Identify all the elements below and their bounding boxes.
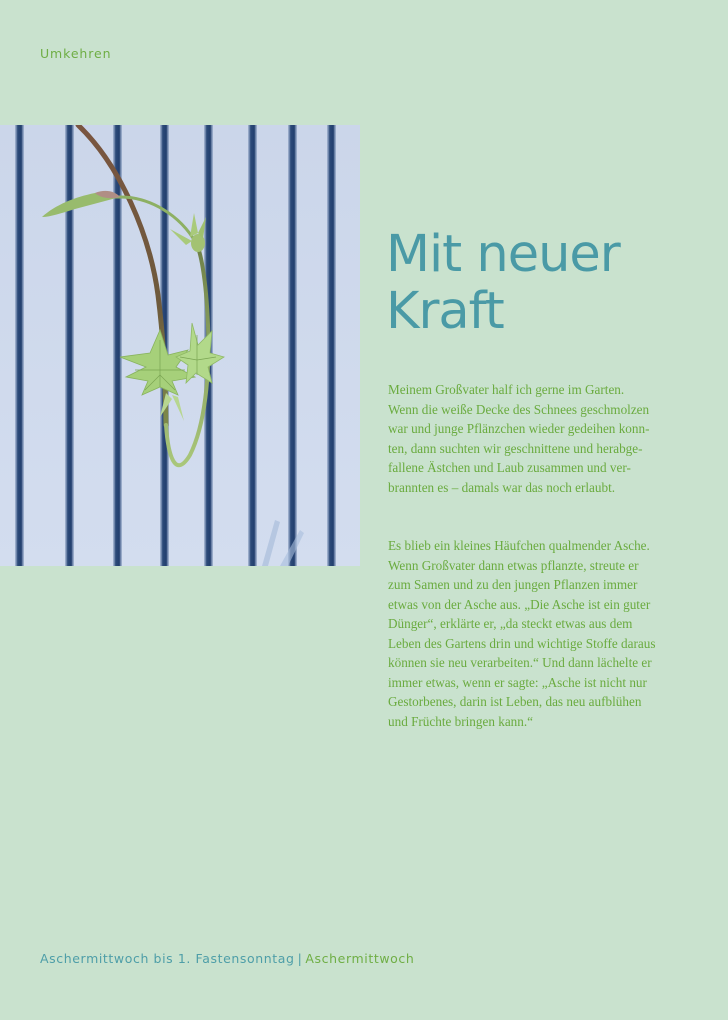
page-footer	[40, 951, 414, 966]
text-line: immer etwas, wenn er sagte: „Asche ist nicht nur	[388, 674, 647, 690]
hop-vine-illustration	[0, 125, 360, 566]
text-line: war und junge Pflänzchen wieder gedeihen konn-	[388, 421, 650, 436]
paragraph-2	[388, 536, 678, 731]
title-line-1: Mit neuer	[386, 225, 620, 284]
text-line: Gestorbenes, darin ist Leben, das neu aufblühen	[388, 694, 642, 709]
article-title	[386, 226, 620, 340]
title-line-2: Kraft	[386, 282, 504, 341]
text-line: Es blieb ein kleines Häufchen qualmender Asche.	[388, 538, 650, 553]
section-label: Umkehren	[40, 46, 112, 61]
text-line: fallene Ästchen und Laub zusammen und ver-	[388, 460, 631, 475]
text-line: Wenn die weiße Decke des Schnees geschmolzen	[388, 401, 650, 417]
text-line: und Früchte bringen kann.“	[388, 713, 534, 729]
text-line: Dünger“, erklärte er, „da steckt etwas aus dem	[388, 616, 633, 631]
text-line: können sie neu verarbeiten.“ Und dann lächelte er	[388, 655, 652, 670]
text-line: zum Samen und zu den jungen Pflanzen immer	[388, 577, 638, 592]
footer-separator: |	[297, 951, 303, 966]
paragraph-1	[388, 380, 678, 497]
text-line: ten, dann suchten wir geschnittene und herabge-	[388, 440, 643, 456]
hop-vine-photo	[0, 125, 360, 566]
text-line: etwas von der Asche aus. „Die Asche ist ein guter	[388, 596, 651, 612]
text-line: Meinem Großvater half ich gerne im Garten.	[388, 382, 625, 397]
footer-date-range: Aschermittwoch bis 1. Fastensonntag	[40, 951, 295, 966]
footer-day: Aschermittwoch	[305, 951, 415, 966]
text-line: brannten es – damals war das noch erlaubt.	[388, 479, 616, 495]
text-line: Wenn Großvater dann etwas pflanzte, streute er	[388, 557, 639, 573]
text-line: Leben des Gartens drin und wichtige Stoffe daraus	[388, 635, 656, 651]
